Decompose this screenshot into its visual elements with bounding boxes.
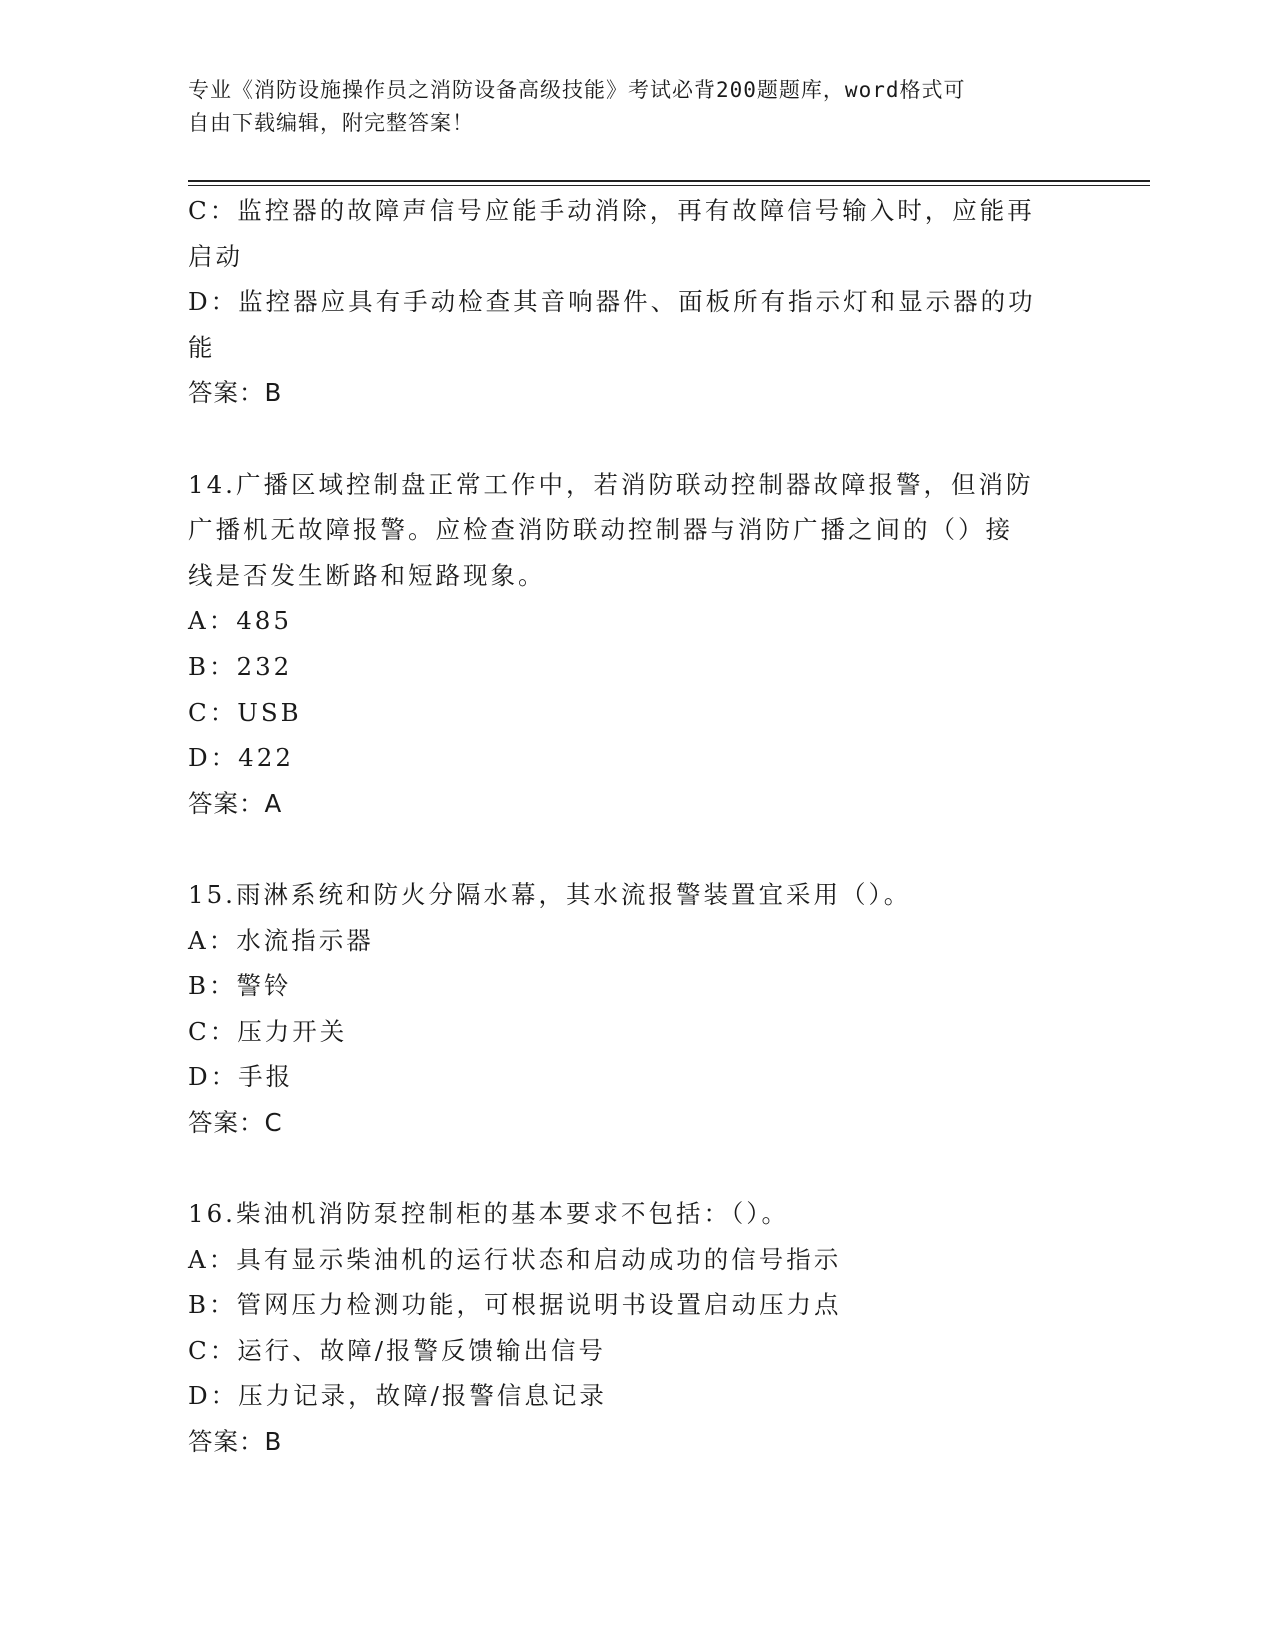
option-c: C：压力开关 — [188, 1016, 348, 1046]
option-d: D：压力记录，故障/报警信息记录 — [188, 1381, 607, 1411]
option-b: B：警铃 — [188, 971, 292, 1001]
option-c-line-2: 启动 — [188, 241, 243, 271]
answer-label: 答案：A — [188, 788, 283, 818]
option-a: A：水流指示器 — [188, 925, 374, 955]
answer-label: 答案：B — [188, 378, 283, 408]
question-list — [188, 188, 1088, 1465]
header-line-2: 自由下载编辑，附完整答案！ — [188, 111, 474, 135]
question-text-line: 广播机无故障报警。应检查消防联动控制器与消防广播之间的（）接 — [188, 515, 1013, 545]
question-text-line: 16.柴油机消防泵控制柜的基本要求不包括：（）。 — [188, 1199, 789, 1229]
option-d: D：手报 — [188, 1062, 294, 1092]
option-b: B：管网压力检测功能，可根据说明书设置启动压力点 — [188, 1290, 842, 1320]
option-d-line-1: D：监控器应具有手动检查其音响器件、面板所有指示灯和显示器的功 — [188, 287, 1036, 317]
header-line-1: 专业《消防设施操作员之消防设备高级技能》考试必背200题题库，word格式可 — [188, 78, 966, 102]
question-text-line: 15.雨淋系统和防火分隔水幕，其水流报警装置宜采用（）。 — [188, 879, 912, 909]
option-c-line-1: C：监控器的故障声信号应能手动消除，再有故障信号输入时，应能再 — [188, 196, 1035, 225]
option-a: A：485 — [188, 606, 292, 636]
option-c: C：USB — [188, 697, 302, 727]
header-divider-thin — [188, 185, 1150, 186]
option-b: B：232 — [188, 651, 293, 681]
question-text-line: 线是否发生断路和短路现象。 — [188, 560, 546, 590]
header-divider-thick — [188, 180, 1150, 182]
option-a: A：具有显示柴油机的运行状态和启动成功的信号指示 — [188, 1244, 842, 1274]
option-d: D：422 — [188, 743, 294, 773]
answer-label: 答案：B — [188, 1427, 283, 1457]
document-header — [188, 74, 1078, 140]
option-c: C：运行、故障/报警反馈输出信号 — [188, 1335, 606, 1365]
answer-label: 答案：C — [188, 1107, 283, 1137]
option-d-line-2: 能 — [188, 332, 216, 362]
question-text-line: 14.广播区域控制盘正常工作中，若消防联动控制器故障报警，但消防 — [188, 469, 1034, 499]
